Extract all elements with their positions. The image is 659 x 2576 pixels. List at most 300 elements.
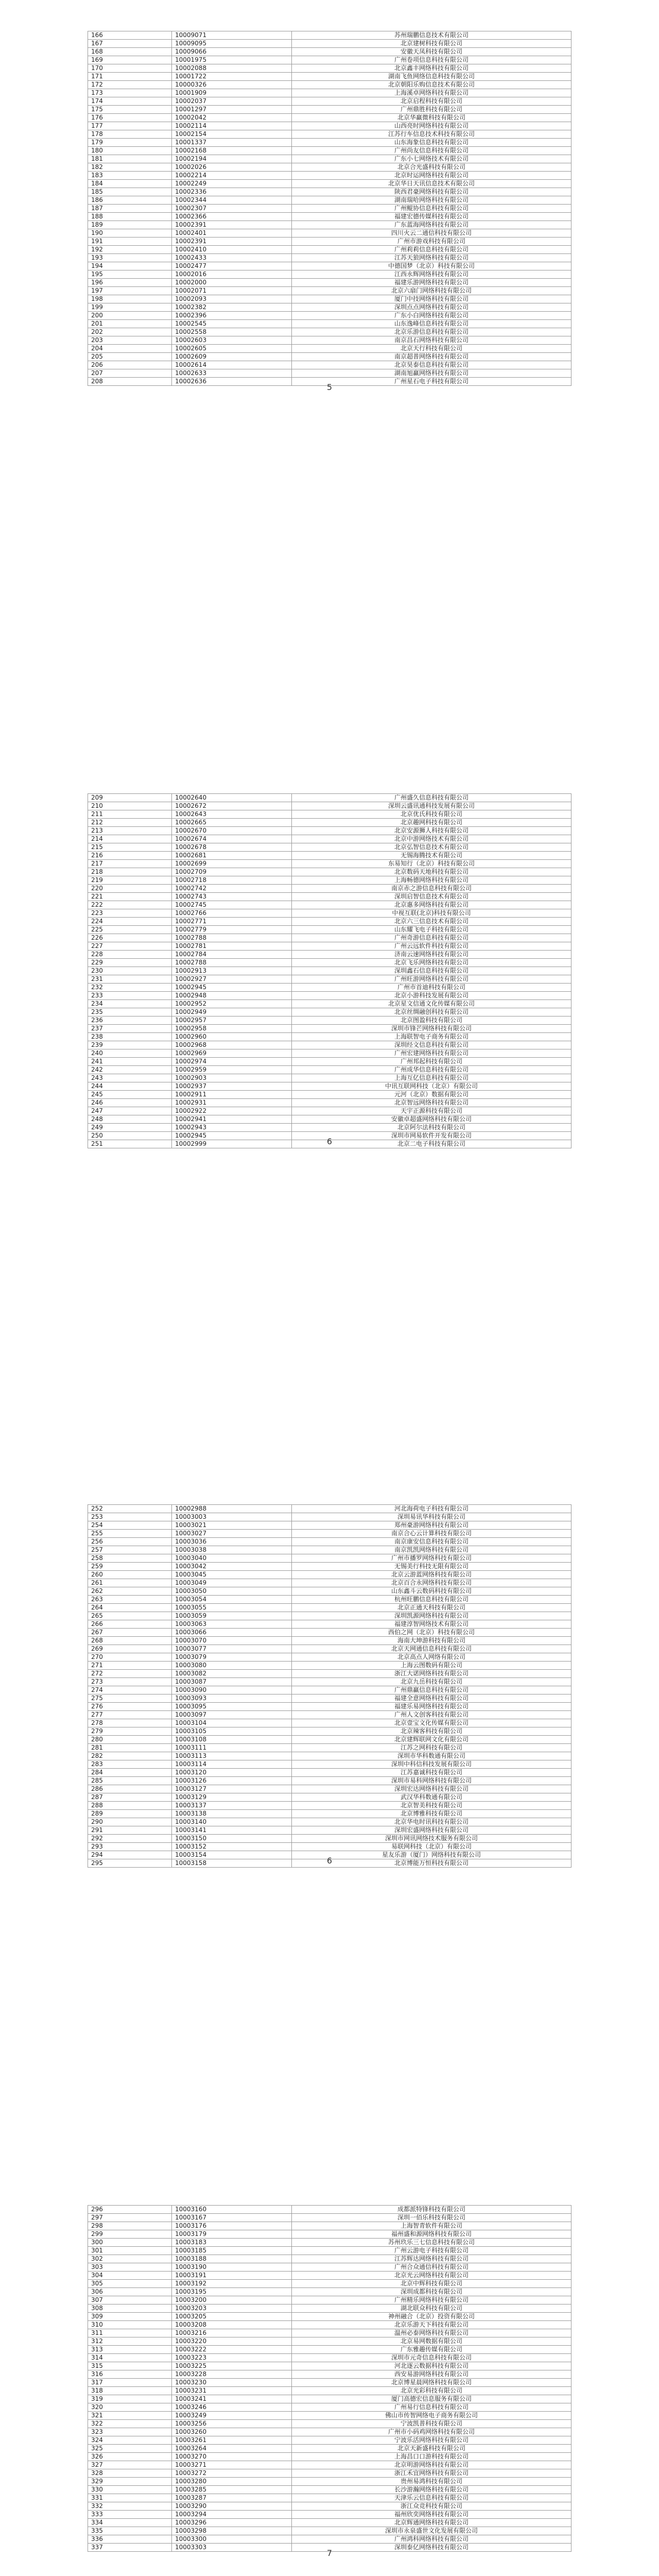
row-number: 313 [88, 2346, 172, 2354]
row-number: 326 [88, 2453, 172, 2461]
table-row [88, 802, 571, 810]
row-number: 173 [88, 89, 172, 97]
table-row [88, 1785, 571, 1793]
row-number: 206 [88, 361, 172, 369]
registration-code: 10003249 [172, 2412, 292, 2420]
row-number: 174 [88, 97, 172, 106]
company-table [88, 31, 571, 386]
table-row [88, 262, 571, 270]
registration-code: 10002957 [172, 1016, 292, 1025]
company-name: 南京合心云计算科技有限公司 [292, 1530, 571, 1538]
registration-code: 10001975 [172, 56, 292, 64]
table-row [88, 2370, 571, 2379]
table-row [88, 254, 571, 262]
registration-code: 10002016 [172, 270, 292, 279]
registration-code: 10002558 [172, 328, 292, 336]
table-row [88, 860, 571, 868]
registration-code: 10002114 [172, 122, 292, 130]
table-row [88, 2230, 571, 2239]
company-name: 广州邦起科技有限公司 [292, 1058, 571, 1066]
table-row [88, 852, 571, 860]
company-name: 贵州易鸿科技有限公司 [292, 2478, 571, 2486]
table-row [88, 1711, 571, 1719]
company-name: 北京明游网络科技有限公司 [292, 2461, 571, 2469]
row-number: 263 [88, 1596, 172, 1604]
registration-code: 10002948 [172, 992, 292, 1000]
registration-code: 10002382 [172, 303, 292, 312]
row-number: 192 [88, 246, 172, 254]
table-row [88, 1571, 571, 1579]
table-row [88, 205, 571, 213]
row-number: 334 [88, 2519, 172, 2527]
registration-code: 10003160 [172, 2206, 292, 2214]
table-row [88, 2428, 571, 2436]
company-name: 东易知行（北京）科技有限公司 [292, 860, 571, 868]
registration-code: 10003093 [172, 1694, 292, 1703]
table-row [88, 1604, 571, 1612]
company-name: 北京丝绸融创科技有限公司 [292, 1008, 571, 1016]
row-number: 268 [88, 1637, 172, 1645]
row-number: 295 [88, 1859, 172, 1868]
company-name: 深圳宏盛网络科技有限公司 [292, 1826, 571, 1835]
registration-code: 10002699 [172, 860, 292, 868]
company-name: 广州市游戏科技有限公司 [292, 238, 571, 246]
registration-code: 10002614 [172, 361, 292, 369]
company-name: 山东海象信息科技有限公司 [292, 139, 571, 147]
company-name: 广州鼎赢信息科技有限公司 [292, 1686, 571, 1694]
row-number: 204 [88, 345, 172, 353]
row-number: 279 [88, 1727, 172, 1736]
company-name: 南京超普网络科技有限公司 [292, 353, 571, 361]
row-number: 287 [88, 1793, 172, 1802]
row-number: 220 [88, 885, 172, 893]
registration-code: 10003126 [172, 1777, 292, 1785]
table-row [88, 918, 571, 926]
company-name: 上海云图数码有限公司 [292, 1662, 571, 1670]
row-number: 281 [88, 1744, 172, 1752]
table-row [88, 2304, 571, 2313]
row-number: 288 [88, 1802, 172, 1810]
table-page [88, 2205, 571, 2552]
company-name: 北京数码天地科技有限公司 [292, 868, 571, 876]
table-row [88, 2206, 571, 2214]
company-name: 山西亮时网络科技有限公司 [292, 122, 571, 130]
table-row [88, 196, 571, 205]
registration-code: 10002945 [172, 984, 292, 992]
row-number: 253 [88, 1513, 172, 1521]
row-number: 182 [88, 163, 172, 172]
row-number: 255 [88, 1530, 172, 1538]
company-name: 西安易游网络科技有限公司 [292, 2370, 571, 2379]
company-name: 广州云远软件科技有限公司 [292, 942, 571, 951]
table-row [88, 2436, 571, 2445]
company-name: 北京天行科技有限公司 [292, 345, 571, 353]
row-number: 324 [88, 2436, 172, 2445]
table-row [88, 312, 571, 320]
table-row [88, 139, 571, 147]
company-name: 广州市播罗网络科技有限公司 [292, 1554, 571, 1563]
table-row [88, 270, 571, 279]
row-number: 276 [88, 1703, 172, 1711]
table-row [88, 1546, 571, 1554]
company-name: 山东鑫斗云数码科技有限公司 [292, 1587, 571, 1596]
registration-code: 10002974 [172, 1058, 292, 1066]
company-name: 安徽卓超盛网络科技有限公司 [292, 1115, 571, 1124]
company-name: 苏州瑞鹏信息技术有限公司 [292, 31, 571, 40]
row-number: 224 [88, 918, 172, 926]
company-name: 易联网科技（北京）有限公司 [292, 1843, 571, 1851]
row-number: 246 [88, 1099, 172, 1107]
company-name: 江苏辉达网络科技有限公司 [292, 2255, 571, 2263]
company-name: 北京弘智信息技术有限公司 [292, 843, 571, 852]
table-row [88, 2403, 571, 2412]
company-name: 深圳鑫石信息科技有限公司 [292, 967, 571, 975]
company-name: 深圳点点网络科技有限公司 [292, 303, 571, 312]
table-row [88, 1727, 571, 1736]
registration-code: 10002903 [172, 1074, 292, 1082]
registration-code: 10002026 [172, 163, 292, 172]
company-name: 山东耀飞电子科技有限公司 [292, 926, 571, 934]
table-row [88, 328, 571, 336]
row-number: 322 [88, 2420, 172, 2428]
row-number: 230 [88, 967, 172, 975]
table-row [88, 1810, 571, 1818]
table-row [88, 2354, 571, 2362]
company-name: 湖南旭赢网络科技有限公司 [292, 369, 571, 378]
table-row [88, 1513, 571, 1521]
row-number: 270 [88, 1653, 172, 1662]
registration-code: 10003042 [172, 1563, 292, 1571]
row-number: 320 [88, 2403, 172, 2412]
row-number: 300 [88, 2239, 172, 2247]
row-number: 232 [88, 984, 172, 992]
row-number: 304 [88, 2272, 172, 2280]
registration-code: 10003154 [172, 1851, 292, 1859]
table-row [88, 188, 571, 196]
row-number: 294 [88, 1851, 172, 1859]
company-name: 深圳市元奇信息科技有限公司 [292, 2354, 571, 2362]
table-row [88, 2478, 571, 2486]
row-number: 271 [88, 1662, 172, 1670]
company-name: 北京百合永网络科技有限公司 [292, 1579, 571, 1587]
row-number: 290 [88, 1818, 172, 1826]
registration-code: 10002433 [172, 254, 292, 262]
table-row [88, 2486, 571, 2494]
table-row [88, 1033, 571, 1041]
row-number: 168 [88, 48, 172, 56]
row-number: 194 [88, 262, 172, 270]
table-page [88, 1504, 571, 1868]
table-row [88, 1124, 571, 1132]
company-name: 北京小游科技发展有限公司 [292, 992, 571, 1000]
company-name: 北京时运网络科技有限公司 [292, 172, 571, 180]
registration-code: 10003179 [172, 2230, 292, 2239]
row-number: 231 [88, 975, 172, 984]
row-number: 216 [88, 852, 172, 860]
registration-code: 10001722 [172, 73, 292, 81]
row-number: 172 [88, 81, 172, 89]
registration-code: 10002670 [172, 827, 292, 835]
company-name: 北京光云网络科技有限公司 [292, 2272, 571, 2280]
registration-code: 10003216 [172, 2329, 292, 2337]
table-row [88, 2329, 571, 2337]
company-name: 广州鲲协信息科技有限公司 [292, 205, 571, 213]
row-number: 285 [88, 1777, 172, 1785]
table-row [88, 1686, 571, 1694]
row-number: 296 [88, 2206, 172, 2214]
row-number: 221 [88, 893, 172, 901]
row-number: 205 [88, 353, 172, 361]
row-number: 261 [88, 1579, 172, 1587]
registration-code: 10003137 [172, 1802, 292, 1810]
row-number: 208 [88, 378, 172, 386]
row-number: 171 [88, 73, 172, 81]
table-row [88, 345, 571, 353]
registration-code: 10002743 [172, 893, 292, 901]
table-row [88, 835, 571, 843]
company-name: 北京云游蓝网络科技有限公司 [292, 1571, 571, 1579]
company-name: 深圳市易科网络科技有限公司 [292, 1777, 571, 1785]
registration-code: 10003049 [172, 1579, 292, 1587]
table-row [88, 81, 571, 89]
registration-code: 10003120 [172, 1769, 292, 1777]
registration-code: 10002410 [172, 246, 292, 254]
table-row [88, 1826, 571, 1835]
row-number: 317 [88, 2379, 172, 2387]
company-name: 杭州旺鹏信息科技有限公司 [292, 1596, 571, 1604]
registration-code: 10002665 [172, 819, 292, 827]
registration-code: 10002640 [172, 794, 292, 802]
row-number: 202 [88, 328, 172, 336]
table-row [88, 2412, 571, 2420]
registration-code: 10003223 [172, 2354, 292, 2362]
registration-code: 10002168 [172, 147, 292, 155]
registration-code: 10003271 [172, 2461, 292, 2469]
row-number: 331 [88, 2494, 172, 2502]
registration-code: 10003059 [172, 1612, 292, 1620]
row-number: 226 [88, 934, 172, 942]
table-row [88, 901, 571, 909]
company-name: 北京六扇门网络科技有限公司 [292, 287, 571, 295]
registration-code: 10002672 [172, 802, 292, 810]
row-number: 240 [88, 1049, 172, 1058]
row-number: 301 [88, 2247, 172, 2255]
registration-code: 10003050 [172, 1587, 292, 1596]
row-number: 332 [88, 2502, 172, 2511]
company-name: 南京康安信息科技有限公司 [292, 1538, 571, 1546]
table-row [88, 1041, 571, 1049]
company-name: 中德国梦（北京）科技有限公司 [292, 262, 571, 270]
registration-code: 10002911 [172, 1091, 292, 1099]
table-row [88, 1777, 571, 1785]
registration-code: 10002194 [172, 155, 292, 163]
company-name: 山东逸峰信息科技有限公司 [292, 320, 571, 328]
registration-code: 10003167 [172, 2214, 292, 2222]
table-row [88, 1835, 571, 1843]
table-row [88, 172, 571, 180]
company-name: 深圳宏达网络科技有限公司 [292, 1785, 571, 1793]
row-number: 198 [88, 295, 172, 303]
table-row [88, 1694, 571, 1703]
company-name: 广州易行信息科技有限公司 [292, 2403, 571, 2412]
page-number: 6 [326, 1137, 333, 1146]
table-row [88, 97, 571, 106]
company-name: 浙江众竞科技有限公司 [292, 2502, 571, 2511]
company-name: 中视互联(北京)科技有限公司 [292, 909, 571, 918]
registration-code: 10002745 [172, 901, 292, 909]
row-number: 227 [88, 942, 172, 951]
registration-code: 10002154 [172, 130, 292, 139]
registration-code: 10003070 [172, 1637, 292, 1645]
registration-code: 10003241 [172, 2395, 292, 2403]
company-table [88, 793, 571, 1148]
row-number: 203 [88, 336, 172, 345]
company-name: 深圳云盛讯通科技发展有限公司 [292, 802, 571, 810]
row-number: 291 [88, 1826, 172, 1835]
row-number: 262 [88, 1587, 172, 1596]
registration-code: 10002718 [172, 876, 292, 885]
row-number: 327 [88, 2461, 172, 2469]
table-row [88, 1008, 571, 1016]
company-name: 深圳市网易软件开发有限公司 [292, 1132, 571, 1140]
table-row [88, 1058, 571, 1066]
table-row [88, 1612, 571, 1620]
row-number: 190 [88, 229, 172, 238]
registration-code: 10003231 [172, 2387, 292, 2395]
registration-code: 10002958 [172, 1025, 292, 1033]
row-number: 215 [88, 843, 172, 852]
table-row [88, 1563, 571, 1571]
row-number: 249 [88, 1124, 172, 1132]
company-name: 浙江禾宜网络科技有限公司 [292, 2469, 571, 2478]
row-number: 328 [88, 2469, 172, 2478]
table-row [88, 1505, 571, 1513]
row-number: 273 [88, 1678, 172, 1686]
table-row [88, 1653, 571, 1662]
company-name: 深圳市锋芒网络科技有限公司 [292, 1025, 571, 1033]
registration-code: 10003111 [172, 1744, 292, 1752]
company-name: 深圳凯源网络科技有限公司 [292, 1612, 571, 1620]
registration-code: 10002401 [172, 229, 292, 238]
registration-code: 10003082 [172, 1670, 292, 1678]
company-name: 福州盛和源网络科技有限公司 [292, 2230, 571, 2239]
company-name: 北京壹宝文化传媒有限公司 [292, 1719, 571, 1727]
table-row [88, 287, 571, 295]
registration-code: 10003190 [172, 2263, 292, 2272]
registration-code: 10003108 [172, 1736, 292, 1744]
company-name: 上海溪卓网络科技有限公司 [292, 89, 571, 97]
table-row [88, 2494, 571, 2502]
company-name: 广州卷项信息科技有限公司 [292, 56, 571, 64]
company-name: 长沙游瀚网络科技有限公司 [292, 2486, 571, 2494]
table-row [88, 1091, 571, 1099]
company-name: 广州莉莉信息科技有限公司 [292, 246, 571, 254]
table-row [88, 942, 571, 951]
row-number: 169 [88, 56, 172, 64]
company-name: 上海畅德网络科技有限公司 [292, 876, 571, 885]
row-number: 329 [88, 2478, 172, 2486]
company-name: 北京中游网络技术有限公司 [292, 835, 571, 843]
row-number: 282 [88, 1752, 172, 1760]
registration-code: 10003303 [172, 2544, 292, 2552]
company-name: 北京智美科技有限公司 [292, 1802, 571, 1810]
company-name: 温州必泰网络科技有限公司 [292, 2329, 571, 2337]
table-row [88, 1016, 571, 1025]
table-row [88, 909, 571, 918]
registration-code: 10003152 [172, 1843, 292, 1851]
row-number: 275 [88, 1694, 172, 1703]
table-row [88, 56, 571, 64]
row-number: 225 [88, 926, 172, 934]
registration-code: 10003140 [172, 1818, 292, 1826]
company-name: 海南大坤游科技有限公司 [292, 1637, 571, 1645]
company-name: 深圳一佰乐科技有限公司 [292, 2214, 571, 2222]
registration-code: 10003105 [172, 1727, 292, 1736]
registration-code: 10002545 [172, 320, 292, 328]
table-row [88, 1843, 571, 1851]
table-row [88, 1587, 571, 1596]
table-row [88, 246, 571, 254]
company-name: 苏州玖乐三七信息科技有限公司 [292, 2239, 571, 2247]
company-name: 北京建树科技有限公司 [292, 40, 571, 48]
registration-code: 10002678 [172, 843, 292, 852]
company-name: 北京建辉联网文化有限公司 [292, 1736, 571, 1744]
row-number: 258 [88, 1554, 172, 1563]
company-name: 北京朝阳乐购信息技术有限公司 [292, 81, 571, 89]
company-name: 福建全意网络科技有限公司 [292, 1694, 571, 1703]
company-name: 北京高点人网络有限公司 [292, 1653, 571, 1662]
table-row [88, 73, 571, 81]
registration-code: 10002396 [172, 312, 292, 320]
registration-code: 10003261 [172, 2436, 292, 2445]
registration-code: 10002391 [172, 238, 292, 246]
row-number: 310 [88, 2321, 172, 2329]
registration-code: 10002071 [172, 287, 292, 295]
registration-code: 10002943 [172, 1124, 292, 1132]
registration-code: 10003285 [172, 2486, 292, 2494]
row-number: 337 [88, 2544, 172, 2552]
table-row [88, 147, 571, 155]
company-name: 福建乐游网络科技有限公司 [292, 279, 571, 287]
registration-code: 10003220 [172, 2337, 292, 2346]
company-name: 湖南瑞哈网络科技有限公司 [292, 196, 571, 205]
registration-code: 10003104 [172, 1719, 292, 1727]
company-name: 上海智青软件有限公司 [292, 2222, 571, 2230]
row-number: 274 [88, 1686, 172, 1694]
company-name: 北京智远网络科技有限公司 [292, 1099, 571, 1107]
row-number: 299 [88, 2230, 172, 2239]
row-number: 210 [88, 802, 172, 810]
row-number: 272 [88, 1670, 172, 1678]
table-row [88, 361, 571, 369]
company-name: 成都派特锋科技有限公司 [292, 2206, 571, 2214]
registration-code: 10002959 [172, 1066, 292, 1074]
table-row [88, 1744, 571, 1752]
table-row [88, 1538, 571, 1546]
registration-code: 10002941 [172, 1115, 292, 1124]
registration-code: 10003188 [172, 2255, 292, 2263]
row-number: 311 [88, 2329, 172, 2337]
registration-code: 10002988 [172, 1505, 292, 1513]
registration-code: 10009066 [172, 48, 292, 56]
table-row [88, 31, 571, 40]
company-name: 广东雅趣传媒有限公司 [292, 2346, 571, 2354]
company-name: 无锡美行科技无限有限公司 [292, 1563, 571, 1571]
company-name: 广州鸿科网络科技有限公司 [292, 2535, 571, 2544]
table-row [88, 1579, 571, 1587]
table-row [88, 885, 571, 893]
row-number: 244 [88, 1082, 172, 1091]
